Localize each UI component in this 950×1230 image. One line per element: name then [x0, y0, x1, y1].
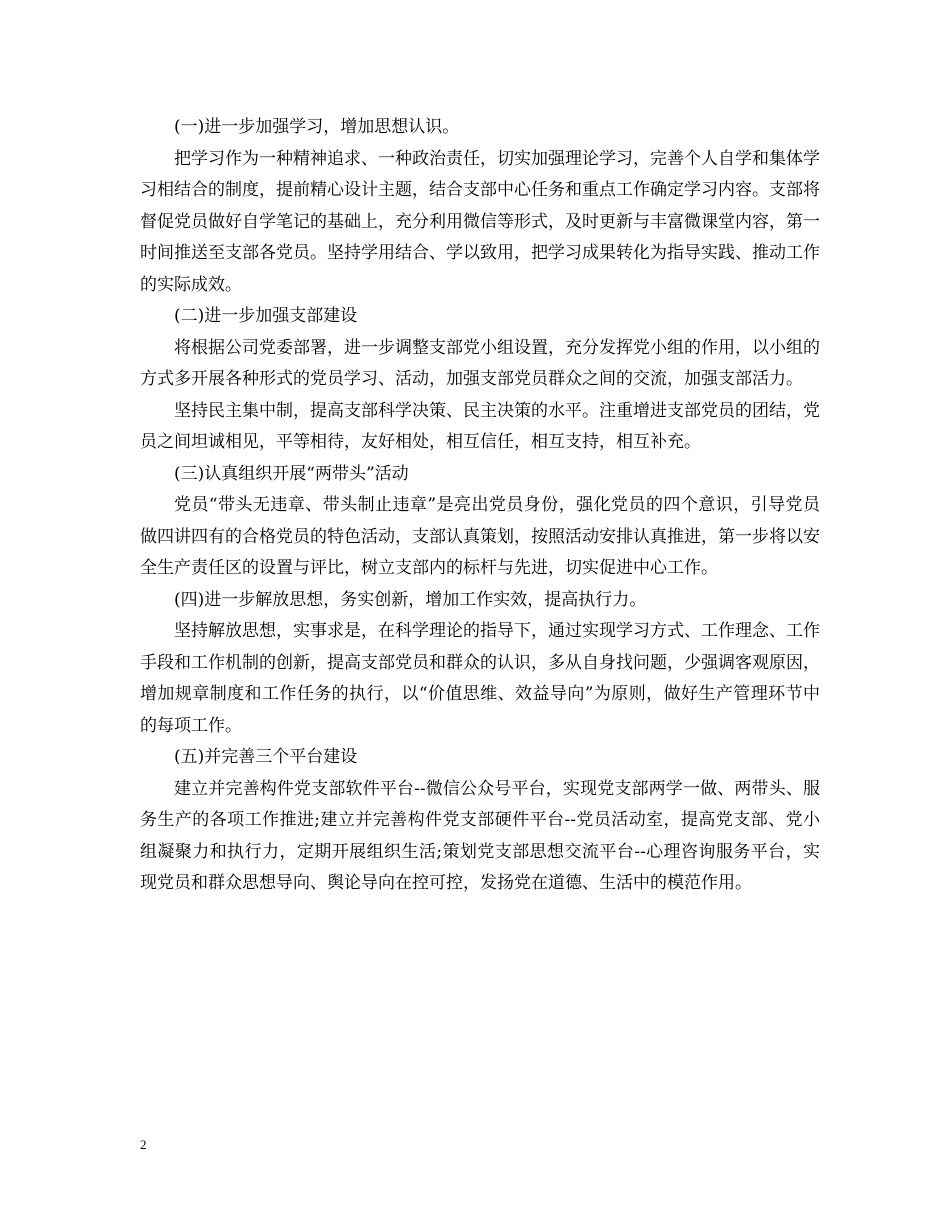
heading-1: (一)进一步加强学习，增加思想认识。: [174, 117, 460, 137]
heading-3: (三)认真组织开展“两带头”活动: [174, 463, 409, 484]
paragraph-1: 把学习作为一种精神追求、一种政治责任，切实加强理论学习，完善个人自学和集体学习相结合的制度，提前精心设计主题，结合支部中心任务和重点工作确定学习内容。支部将督促党员做好自学笔记的基础上，充分利用微信等形式，及时更新与丰富微课堂内容，第一时间推送至支部各党员。坚持学用结合、学以致用，把学习成果转化为指导实践、推动工作的实际成效。: [140, 148, 820, 295]
heading-4: (四)进一步解放思想，务实创新，增加工作实效，提高执行力。: [174, 589, 647, 610]
document-body: [140, 112, 820, 900]
paragraph-4: 党员“带头无违章、带头制止违章”是亮出党员身份，强化党员的四个意识，引导党员做四讲四有的合格党员的特色活动，支部认真策划，按照活动安排认真推进，第一步将以安全生产责任区的设置与评比，树立支部内的标杆与先进，切实促进中心工作。: [140, 495, 820, 578]
paragraph-2: 将根据公司党委部署，进一步调整支部党小组设置，充分发挥党小组的作用，以小组的方式多开展各种形式的党员学习、活动，加强支部党员群众之间的交流，加强支部活力。: [140, 337, 820, 389]
paragraph-5: 坚持解放思想，实事求是，在科学理论的指导下，通过实现学习方式、工作理念、工作手段和工作机制的创新，提高支部党员和群众的认识，多从自身找问题，少强调客观原因，增加规章制度和工作任务的执行，以“价值思维、效益导向”为原则，做好生产管理环节中的每项工作。: [140, 621, 820, 736]
heading-2: (二)进一步加强支部建设: [174, 306, 358, 326]
paragraph-6: 建立并完善构件党支部软件平台--微信公众号平台，实现党支部两学一做、两带头、服务生产的各项工作推进;建立并完善构件党支部硬件平台--党员活动室，提高党支部、党小组凝聚力和执行力，定期开展组织生活;策划党支部思想交流平台--心理咨询服务平台，实现党员和群众思想导向、舆论导向在控可控，发扬党在道德、生活中的模范作用。: [140, 778, 820, 893]
paragraph-3: 坚持民主集中制，提高支部科学决策、民主决策的水平。注重增进支部党员的团结，党员之间坦诚相见，平等相待，友好相处，相互信任，相互支持，相互补充。: [140, 400, 820, 452]
page-number: 2: [140, 1137, 147, 1152]
heading-5: (五)并完善三个平台建设: [174, 747, 358, 767]
